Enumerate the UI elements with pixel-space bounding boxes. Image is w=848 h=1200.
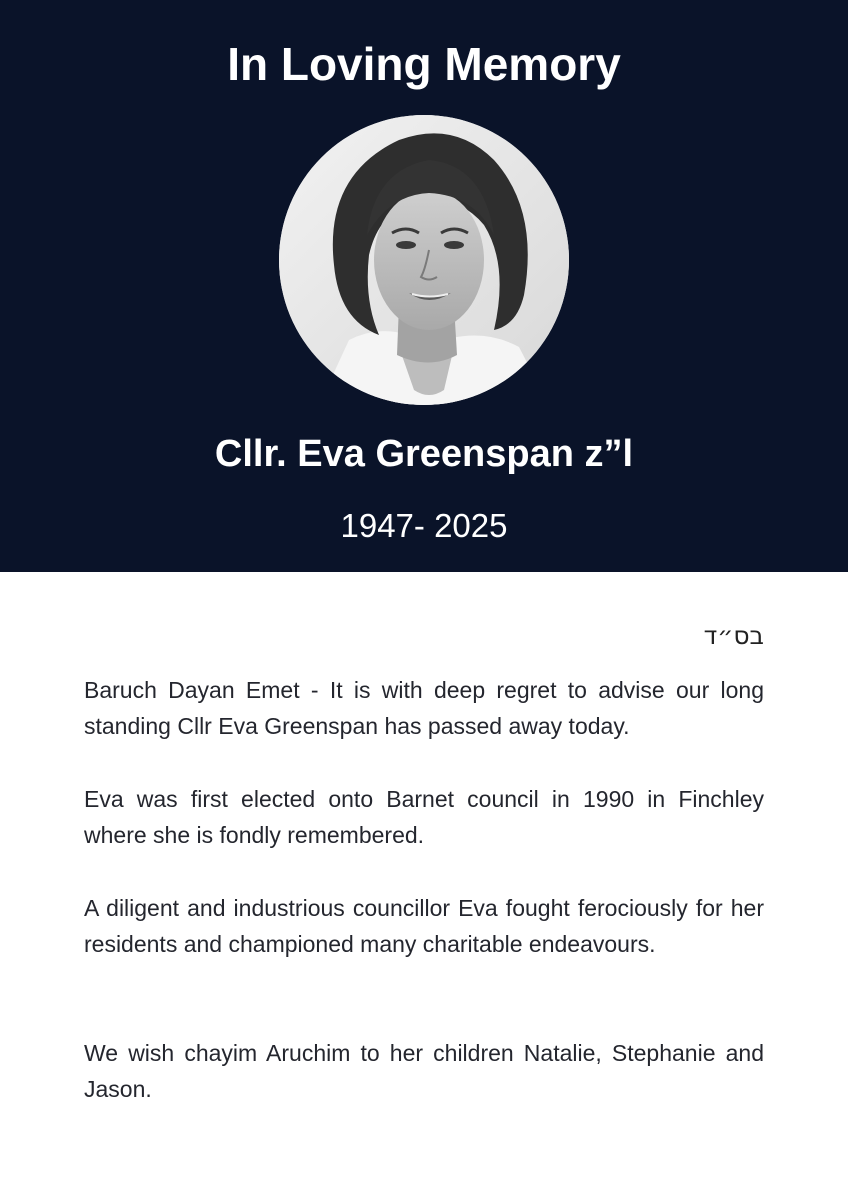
portrait-photo — [279, 115, 569, 405]
portrait-illustration — [279, 115, 569, 405]
paragraph-tribute: A diligent and industrious councillor Eva fought ferociously for her residents and championed many charitable endeavours. — [84, 895, 764, 957]
paragraph-announcement: Baruch Dayan Emet - It is with deep regret to advise our long standing Cllr Eva Greenspan has passed away today. — [84, 677, 764, 739]
paragraph-election: Eva was first elected onto Barnet council in 1990 in Finchley where she is fondly remembered. — [84, 786, 764, 848]
life-years: 1947- 2025 — [340, 507, 508, 544]
memorial-header — [0, 0, 848, 572]
hebrew-heading: בס״ד — [703, 621, 764, 650]
paragraph-condolences: We wish chayim Aruchim to her children Natalie, Stephanie and Jason. — [84, 1040, 764, 1102]
memorial-message — [0, 572, 848, 1200]
page-title: In Loving Memory — [227, 38, 621, 90]
person-name: Cllr. Eva Greenspan z”l — [214, 433, 634, 475]
